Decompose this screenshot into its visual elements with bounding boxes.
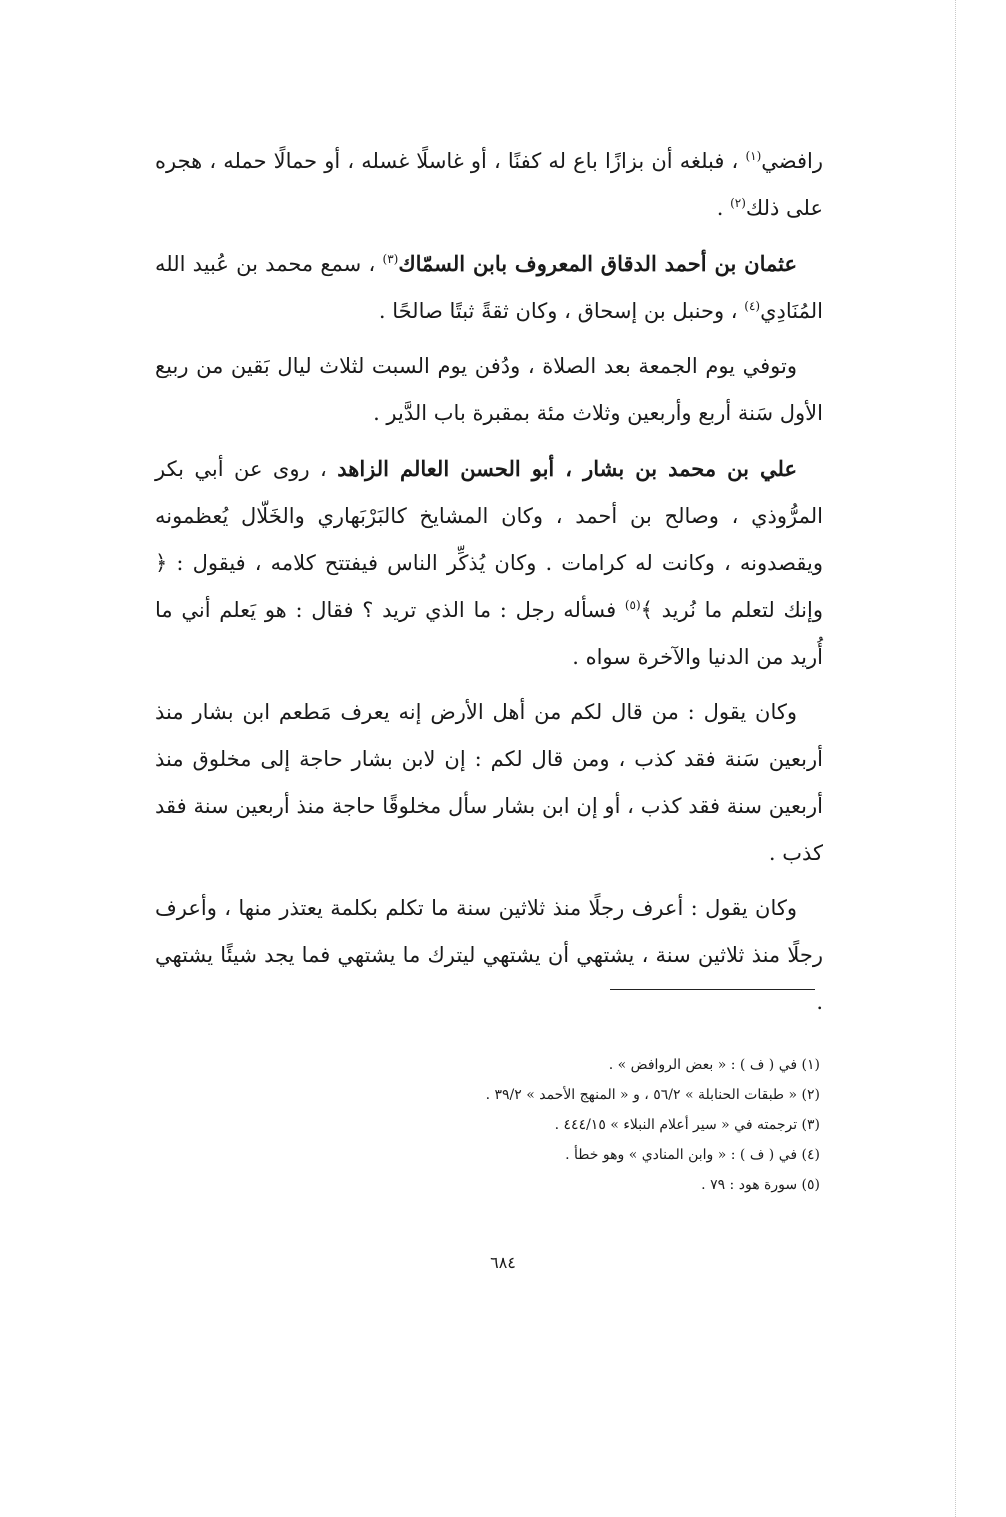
footnote-separator: [610, 989, 815, 990]
paragraph-2: عثمان بن أحمد الدقاق المعروف بابن السمّاك$^{(٣)}$ ، سمع محمد بن عُبيد الله المُنَادِي$^{(٤)}$ ، وحنبل بن إسحاق ، وكان ثقةً ثبتًا صالحًا .: [155, 251, 823, 323]
footnote-ref-4: (٤): [744, 299, 761, 313]
footnote-ref-1: (١): [745, 149, 762, 163]
biography-heading-ibn-al-sammak: عثمان بن أحمد الدقاق المعروف بابن السمّاك: [398, 251, 797, 276]
footnote-4: (٤) في ( ف ) : « وابن المنادي » وهو خطأ .: [565, 1147, 820, 1163]
paragraph-3: وتوفي يوم الجمعة بعد الصلاة ، ودُفن يوم السبت لثلاث ليال بَقين من ربيع الأول سَنة أربع وأربعين وثلاث مئة بمقبرة باب الدَّير .: [155, 354, 823, 425]
scan-edge-line: [955, 0, 956, 1517]
paragraph-6: وكان يقول : أعرف رجلًا منذ ثلاثين سنة ما تكلم بكلمة يعتذر منها ، وأعرف رجلًا منذ ثلاثين سنة ، يشتهي أن يشتهي ليترك ما يشتهي فما يجد شيئًا يشتهي .: [155, 896, 823, 1014]
footnote-ref-3: (٣): [382, 252, 399, 266]
footnote-ref-2: (٢): [730, 196, 746, 210]
footnotes: [300, 1050, 820, 1200]
paragraph-1: رافضي$^{(١)}$ ، فبلغه أن بزازًا باع له كفنًا ، أو غاسلًا غسله ، أو حمالًا حمله ، هجره على ذلك$^{(٢)}$ .: [155, 149, 823, 220]
page-number: ٦٨٤: [490, 1253, 516, 1272]
footnote-2: (٢) « طبقات الحنابلة » ٥٦/٢ ، و « المنهج الأحمد » ٣٩/٢ .: [485, 1087, 820, 1103]
footnote-ref-5: (٥): [624, 598, 641, 612]
biography-heading-ibn-bashar: علي بن محمد بن بشار ، أبو الحسن العالم الزاهد: [337, 456, 797, 481]
paragraph-5: وكان يقول : من قال لكم من أهل الأرض إنه يعرف مَطعم ابن بشار منذ أربعين سَنة فقد كذب ، ومن قال لكم : إن لابن بشار حاجة إلى مخلوق منذ أربعين سنة فقد كذب ، أو إن ابن بشار سأل مخلوقًا حاجة منذ أربعين سنة فقد كذب .: [155, 700, 823, 865]
footnote-5: (٥) سورة هود : ٧٩ .: [701, 1177, 820, 1193]
footnote-3: (٣) ترجمته في « سير أعلام النبلاء » ٤٤٤/١٥ .: [554, 1117, 820, 1133]
footnote-1: (١) في ( ف ) : « بعض الروافض » .: [608, 1057, 820, 1073]
paragraph-4: علي بن محمد بن بشار ، أبو الحسن العالم الزاهد ، روى عن أبي بكر المرُّوذي ، وصالح بن أحمد ، وكان المشايخ كالبَرْبَهاري والخَلّال يُعظمونه ويقصدونه ، وكانت له كرامات . وكان يُذكِّر الناس فيفتتح كلامه ، فيقول : ﴿ وإنك لتعلم ما نُريد ﴾$^{(٥)}$ فسأله رجل : ما الذي تريد ؟ فقال : هو يَعلم أني ما أُريد من الدنيا والآخرة سواه .: [155, 456, 824, 669]
main-text: [155, 138, 823, 1034]
